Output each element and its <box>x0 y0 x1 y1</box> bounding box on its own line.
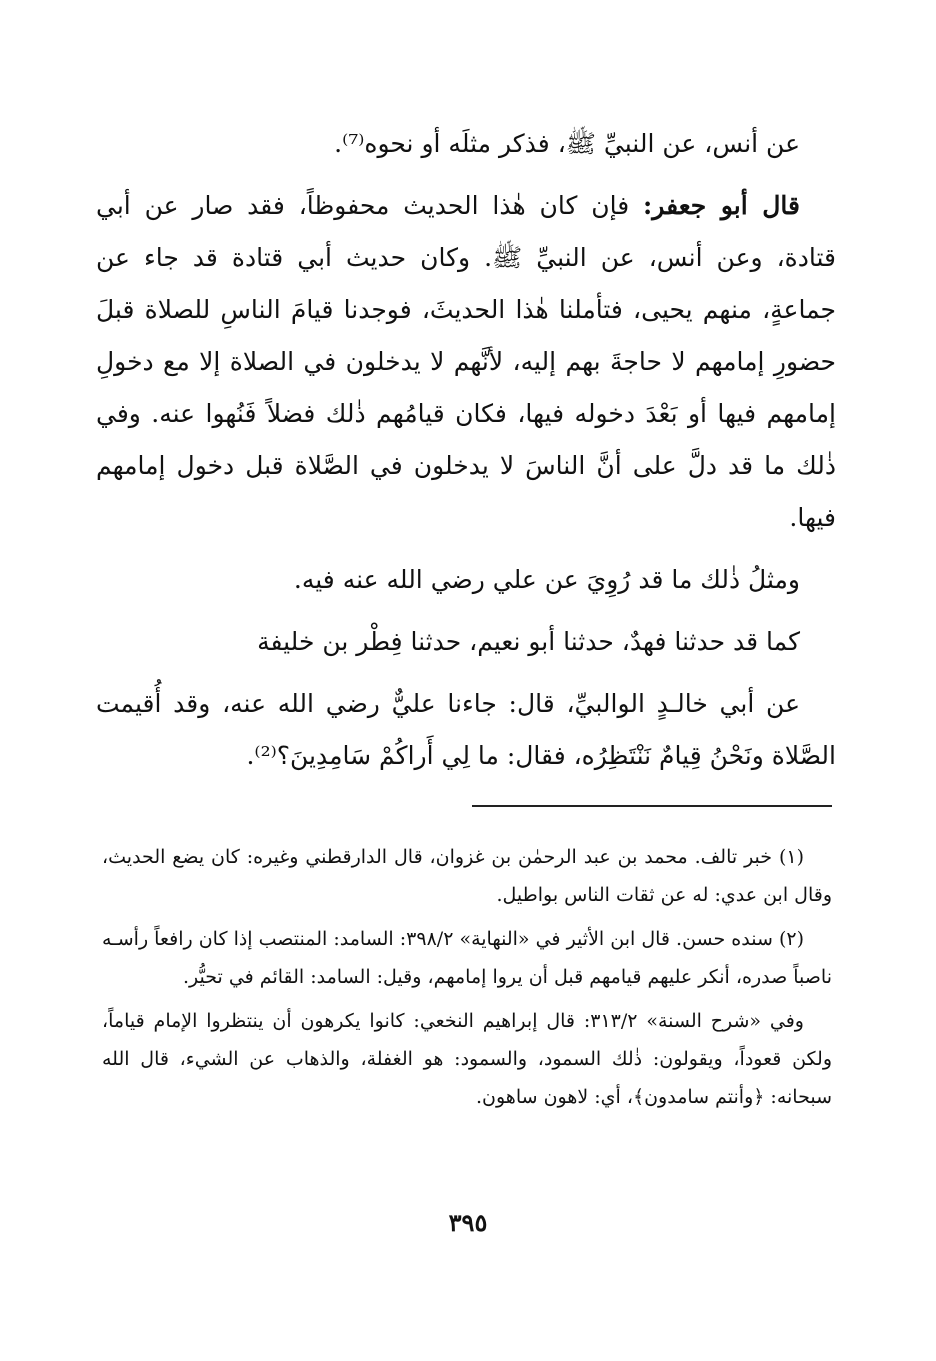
paragraph-1: عن أنس، عن النبيِّ ﷺ، فذكر مثلَه أو نحوه⁽⁷⁾. <box>334 129 800 158</box>
paragraph-2 <box>96 180 836 544</box>
speaker-label: قال أبو جعفر: <box>643 191 800 220</box>
paragraph-4: كما قد حدثنا فهدٌ، حدثنا أبو نعيم، حدثنا فِطْر بن خليفة <box>257 627 800 656</box>
footnote-2: (٢) سنده حسن. قال ابن الأثير في «النهاية» ٣٩٨/٢: السامد: المنتصب إذا كان رافعاً رأسـه ناصباً صدره، أنكر عليهم قيامهم قبل أن يروا إمامهم، وقيل: السامد: القائم في تحيُّر. <box>102 928 832 988</box>
page-number: ٣٩٥ <box>448 1208 488 1237</box>
paragraph-5: عن أبي خالـدٍ الوالبيِّ، قال: جاءنا عليٌّ رضي الله عنه، وقد أُقيمت الصَّلاة ونَحْنُ قِيامٌ نَنْتَظِرُه، فقال: ما لِي أَراكُمْ سَامِدِينَ؟⁽²⁾. <box>96 689 836 770</box>
footnote-1: (١) خبر تالف. محمد بن عبد الرحمٰن بن غزوان، قال الدارقطني وغيره: كان يضع الحديث، وقال ابن عدي: له عن ثقات الناس بواطيل. <box>102 846 832 906</box>
paragraph-3: ومثلُ ذٰلك ما قد رُوِيَ عن علي رضي الله عنه فيه. <box>293 565 800 594</box>
footnote-3: وفي «شرح السنة» ٣١٣/٢: قال إبراهيم النخعي: كانوا يكرهون أن ينتظروا الإمام قياماً، ولكن قعوداً، ويقولون: ذٰلك السمود، والسمود: هو الغفلة، والذهاب عن الشيء، قال الله سبحانه: ﴿وأنتم سامدون﴾، أي: لاهون ساهون. <box>102 1010 832 1108</box>
footnote-divider <box>472 805 832 807</box>
main-text <box>96 118 836 792</box>
footnotes <box>102 838 832 1122</box>
paragraph-2-text: فإن كان هٰذا الحديث محفوظاً، فقد صار عن أبي قتادة، وعن أنس، عن النبيِّ ﷺ. وكان حديث أبي قتادة قد جاء عن جماعةٍ، منهم يحيى، فتأملنا هٰذا الحديثَ، فوجدنا قيامَ الناسِ للصلاة قبلَ حضورِ إمامهم لا حاجةَ بهم إليه، لأنَّهم لا يدخلون في الصلاة إلا مع دخولِ إمامهم فيها أو بَعْدَ دخوله فيها، فكان قيامُهم ذٰلك فضلاً فَنُهوا عنه. وفي ذٰلك ما قد دلَّ على أنَّ الناسَ لا يدخلون في الصَّلاة قبل دخول إمامهم فيها. <box>96 191 836 532</box>
